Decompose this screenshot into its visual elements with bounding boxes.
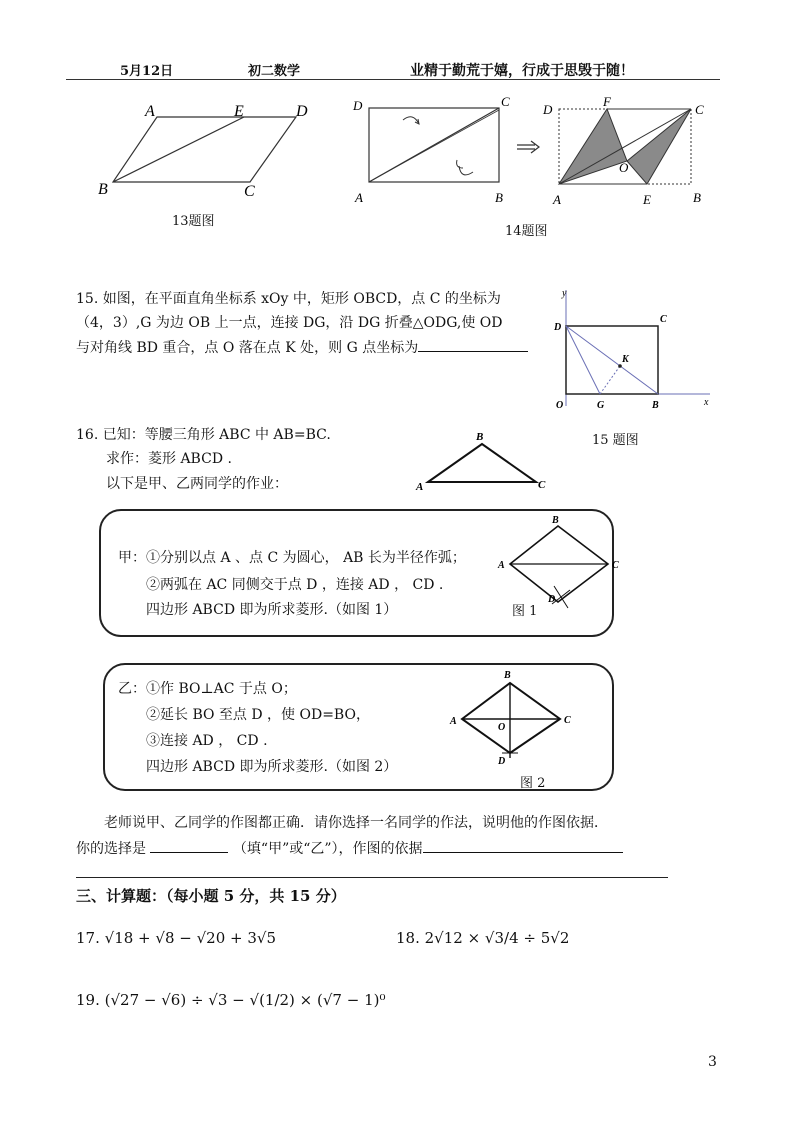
jia-label-D: D <box>548 594 556 605</box>
q16-triangle <box>410 426 560 496</box>
jia-step1: 甲：①分别以点 A 、点 C 为圆心， AB 长为半径作弧； <box>118 550 466 566</box>
fig13-label-D: D <box>296 103 308 120</box>
fig15-label-B: B <box>652 400 659 411</box>
q16-choice-blank[interactable] <box>150 838 228 853</box>
fig15-label-C: C <box>660 314 667 325</box>
header-subject: 初二数学 <box>248 64 301 79</box>
fig14-label-E: E <box>643 192 651 207</box>
fig13-caption: 13题图 <box>172 214 215 229</box>
q19-expression: (√27 − √6) ÷ √3 − √(1/2) × (√7 − 1)⁰ <box>104 991 386 1009</box>
fig14-caption: 14题图 <box>505 224 548 239</box>
figure-14-folding <box>345 94 715 214</box>
fig13-label-C: C <box>244 183 255 200</box>
figure-13-parallelogram <box>92 96 322 206</box>
q16-line2: 求作：菱形 ABCD . <box>106 451 232 467</box>
fig14-label-D2: D <box>543 102 553 117</box>
fig14-label-F: F <box>603 94 611 109</box>
jia-step3: 四边形 ABCD 即为所求菱形.（如图 1） <box>146 602 398 618</box>
fig14-label-O: O <box>619 160 629 175</box>
jia-figure-1 <box>494 512 629 612</box>
jia-label-A: A <box>498 560 505 571</box>
fig14-label-A2: A <box>553 192 561 207</box>
fig14-arrow-icon <box>517 141 539 153</box>
header-motto: 业精于勤荒于嬉，行成于思毁于随！ <box>410 63 634 79</box>
fig14-label-B: B <box>495 190 503 205</box>
fig13-label-B: B <box>98 181 108 198</box>
page-number: 3 <box>708 1054 717 1070</box>
yi-step4: 四边形 ABCD 即为所求菱形.（如图 2） <box>146 759 398 775</box>
fig15-label-K: K <box>622 354 629 365</box>
yi-step3: ③连接 AD ， CD . <box>146 733 268 749</box>
q18-expression: 2√12 × √3/4 ÷ 5√2 <box>424 929 570 947</box>
fig14-label-D: D <box>353 98 363 113</box>
q15-line2: （4，3）,G 为边 OB 上一点，连接 DG，沿 DG 折叠△ODG,使 OD <box>76 315 503 331</box>
fig15-label-D: D <box>554 322 562 333</box>
header-date: 5月12日 <box>120 64 174 79</box>
fig15-caption: 15 题图 <box>592 433 639 448</box>
q15-line1: 15. 如图，在平面直角坐标系 xOy 中，矩形 OBCD，点 C 的坐标为 <box>76 291 501 307</box>
yi-step1: 乙：①作 BO⊥AC 于点 O； <box>118 681 297 697</box>
fig15-label-x: x <box>704 397 709 408</box>
yi-figure-2 <box>446 666 586 776</box>
fig15-label-O: O <box>556 400 564 411</box>
jia-label-C: C <box>612 560 619 571</box>
q16-basis-blank[interactable] <box>423 838 623 853</box>
fig14-label-A: A <box>355 190 363 205</box>
jia-step2: ②两弧在 AC 同侧交于点 D ，连接 AD ， CD . <box>146 577 444 593</box>
figure-15-coordinate <box>552 286 717 416</box>
yi-label-A: A <box>450 716 457 727</box>
fig14-label-C: C <box>501 94 510 109</box>
fig15-label-y: y <box>562 288 567 299</box>
fig13-label-E: E <box>234 103 244 120</box>
q17: 17. √18 + √8 − √20 + 3√5 <box>76 929 276 947</box>
yi-label-B: B <box>504 670 511 681</box>
section3-title: 三、计算题：（每小题 5 分，共 15 分） <box>76 887 346 905</box>
jia-caption: 图 1 <box>512 604 538 619</box>
fig15-label-G: G <box>597 400 605 411</box>
fig14-label-B2: B <box>693 190 701 205</box>
q16-line3: 以下是甲、乙两同学的作业： <box>106 476 288 492</box>
q18: 18. 2√12 × √3/4 ÷ 5√2 <box>396 929 570 947</box>
q15-answer-blank[interactable] <box>418 337 528 352</box>
q16-tri-label-B: B <box>476 431 484 443</box>
q19: 19. (√27 − √6) ÷ √3 − √(1/2) × (√7 − 1)⁰ <box>76 991 386 1009</box>
q16-tri-label-A: A <box>416 481 424 493</box>
q16-line1: 16. 已知：等腰三角形 ABC 中 AB=BC. <box>76 427 331 443</box>
yi-label-D: D <box>498 756 506 767</box>
yi-caption: 图 2 <box>520 776 546 791</box>
yi-label-C: C <box>564 715 571 726</box>
yi-step2: ②延长 BO 至点 D ，使 OD=BO， <box>146 707 370 723</box>
q16-choice-line: 你的选择是 （填“甲”或“乙”），作图的依据 <box>76 838 623 859</box>
yi-label-O: O <box>498 722 506 733</box>
q15-line3: 与对角线 BD 重合，点 O 落在点 K 处，则 G 点坐标为 <box>76 337 528 358</box>
fig14-label-C2: C <box>695 102 704 117</box>
fig13-label-A: A <box>145 103 155 120</box>
q16-teacher-note: 老师说甲、乙同学的作图都正确．请你选择一名同学的作法，说明他的作图依据． <box>104 815 608 831</box>
q17-expression: √18 + √8 − √20 + 3√5 <box>104 929 276 947</box>
jia-label-B: B <box>552 515 559 526</box>
q16-tri-label-C: C <box>538 479 546 491</box>
q16-answer-line[interactable] <box>76 877 668 878</box>
header-rule <box>66 79 720 80</box>
